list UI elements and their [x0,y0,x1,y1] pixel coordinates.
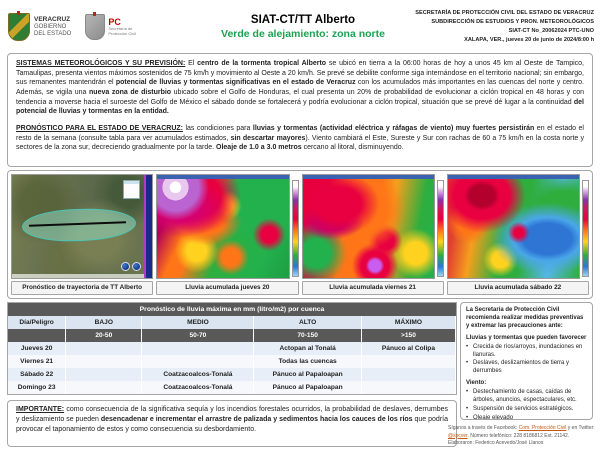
footer-contact [448,425,596,448]
cell-day: Domingo 23 [8,381,66,394]
table-ranges-row [8,329,456,342]
footer-text: Síganos a través de Facebook: [448,425,519,431]
cell-bajo [66,355,142,368]
logo-state-line3: DEL ESTADO [34,30,72,37]
twitter-link[interactable]: @spcver [448,432,468,439]
issuer-line2: SUBDIRECCIÓN DE ESTUDIOS Y PRON. METEOROLÓGICOS [431,19,594,26]
veracruz-state-logo [8,13,71,41]
text-segment: Oleaje de 1.0 a 3.0 metros [216,144,302,152]
col-header-medio: MEDIO [142,316,254,329]
text-segment: como consecuencia de la significativa sequía y los incendios forestales ocurridos, la probabilidad de deslaves, derrumbes y deslizamiento se pueden [16,406,448,423]
rain-map-thursday-image [156,174,289,279]
cell-bajo [66,342,142,355]
text-segment: ubicado sobre el Golfo de Honduras, el cual presenta un 20% de probabilidad de evolucionar a ciclón tropical en 48 horas y con tendencia a moverse hacia el suroeste del Golfo de México el sábado donde se fortalecerá y podría evolucionar a ciclón tropical, situación que se prevé dé lugar a la continuidad [16,88,584,106]
wind-hazard-item: Destechamiento de casas, caídas de árboles, anuncios, espectaculares, etc. [473,389,577,404]
issuer-line4: XALAPA, VER., jueves 20 de junio de 2024/8:00 h [464,36,594,43]
cell-maximo [362,381,456,394]
rain-hazards-title: Lluvias y tormentas que pueden favorecer [466,334,587,341]
range-empty [8,329,66,342]
pc-sub2: Protección Civil [108,30,136,36]
pc-sub1: Secretaría de [108,25,133,31]
table-header-row [8,316,456,329]
text-segment: sin descartar mayores [230,134,306,142]
maps-strip [7,170,593,299]
table-row [8,355,456,368]
trajectory-map-image [11,174,153,279]
table-row [8,368,456,381]
rain-map-friday-panel [302,174,444,295]
cell-maximo: Pánuco al Colipa [362,342,456,355]
cell-medio: Coatzacoalcos-Tonalá [142,381,254,394]
recommendations-box [460,302,593,420]
bulletin-title: SIAT-CT/TT Alberto [250,14,356,26]
map-credit-strip [12,274,144,278]
forecast-text-box [7,53,593,167]
text-segment: con los acumulados más importantes en las cuencas del norte y centro. Además, se vigila una [16,79,584,96]
cell-medio: Coatzacoalcos-Tonalá [142,368,254,381]
precipitation-scale-icon [582,180,589,277]
list-item [466,406,587,414]
rain-forecast-table [7,302,457,395]
text-segment: IMPORTANTE: [16,406,65,413]
logo-state-name: VERACRUZ [34,16,71,24]
bulletin-title-block [198,14,408,40]
bullet-icon: • [466,405,469,412]
issuer-line1: SECRETARÍA DE PROTECCIÓN CIVIL DEL ESTADO DE VERACRUZ [415,10,594,17]
precipitation-scale-icon [292,180,299,277]
pc-logo-text [108,18,136,37]
logo-state-line2: GOBIERNO [34,24,67,31]
map-legend-icon [123,180,140,199]
important-paragraph [16,406,448,433]
rain-map-saturday-caption: Lluvia acumulada sábado 22 [447,281,589,295]
col-header-day: Día/Peligro [8,316,66,329]
text-segment: lluvias y tormentas (actividad eléctrica y ráfagas de viento) muy fuertes persistirán [252,124,535,132]
list-item [466,389,587,405]
list-item [466,415,587,420]
cell-alto: Actopan al Tonalá [254,342,362,355]
text-segment: ). Viento cambiará el Este, Sureste y Sur con rachas de 60 a 75 km/h en la costa norte y sectores de la zona sur, decreciendo gradualmente por la tarde. [16,134,584,152]
col-header-bajo: BAJO [66,316,142,329]
issuer-info [408,9,594,45]
cell-medio [142,355,254,368]
footer-text: . Número telefónico: 228 8186812 Ext. 21142. Elaboraron: Federico Acevedo/José Llanos [448,432,570,446]
issuer-line3: SIAT-CT No_20062024 PTC-UNO [508,28,594,34]
rain-hazard-item: Deslaves, deslizamientos de tierra y derrumbes [473,360,570,375]
cell-day: Sábado 22 [8,368,66,381]
veracruz-logo-text [34,16,71,38]
bullet-icon: • [466,389,469,396]
list-item [466,360,587,376]
rain-map-saturday-wrap [447,174,589,279]
rain-map-friday-wrap [302,174,444,279]
trajectory-map-panel [11,174,153,295]
col-header-maximo: MÁXIMO [362,316,456,329]
rain-map-title-bar [157,175,288,179]
important-notice-box [7,400,457,447]
coastline [144,175,152,278]
pc-shield-icon [85,14,105,40]
rain-map-thursday-wrap [156,174,298,279]
wind-hazards-title: Viento: [466,380,487,387]
text-segment: SISTEMAS METEOROLÓGICOS Y SU PREVISIÓN: [16,60,186,67]
cell-maximo [362,355,456,368]
text-segment: nueva zona de disturbio [89,88,172,96]
rain-map-saturday-image [447,174,580,279]
range-medio: 50-70 [142,329,254,342]
veracruz-shield-icon [8,13,30,41]
range-alto: 70-150 [254,329,362,342]
bullet-icon: • [466,360,469,367]
cell-bajo [66,381,142,394]
rain-map-friday-caption: Lluvia acumulada viernes 21 [302,281,444,295]
weather-systems-paragraph [16,59,584,117]
cell-day: Jueves 20 [8,342,66,355]
facebook-link[interactable]: Com. Protección Civil [518,425,567,431]
cell-maximo [362,368,456,381]
recommendations-intro: La Secretaría de Protección Civil recomienda realizar medidas preventivas y extremar las precauciones ante: [466,307,584,329]
range-bajo: 20-50 [66,329,142,342]
range-maximo: >150 [362,329,456,342]
table-row [8,381,456,394]
table-row [8,342,456,355]
bullet-icon: • [466,414,469,420]
text-segment: las condiciones para [182,124,253,132]
rain-map-thursday-panel [156,174,298,295]
bullet-icon: • [466,343,469,350]
table-title: Pronóstico de lluvia máxima en mm (litro/m2) por cuenca [8,303,456,316]
text-segment: que podría provocar el taponamiento de estos y como consecuencia su desbordamiento. [16,415,448,433]
rain-map-title-bar [448,175,579,179]
alert-level-subtitle: Verde de alejamiento: zona norte [221,28,385,40]
cell-alto: Todas las cuencas [254,355,362,368]
rain-hazard-item: Crecida de ríos/arroyos, inundaciones en llanuras. [473,343,583,358]
col-header-alto: ALTO [254,316,362,329]
wind-hazard-item: Suspensión de servicios estratégicos. [473,405,574,412]
text-segment: del potencial de lluvias y tormentas en la entidad. [16,98,584,116]
cell-alto: Pánuco al Papaloapan [254,381,362,394]
rain-map-friday-image [302,174,435,279]
footer-text: y en Twitter: [566,425,595,431]
text-segment: potencial de lluvias y tormentas significativas en el estado de Veracruz [115,79,356,87]
header-logos [8,13,198,41]
header [8,4,594,50]
text-segment: se ubicó en tierra a la 06:00 horas de hoy a unos 45 km al Oeste de Tampico, Tamaulipas, presenta vientos máximos sostenidos de 75 km/h y movimiento al Oeste a 20 km/h. Se prevé se debilite conforme siga internándose en el territorio nacional; sin embargo, sus remanentes mantendrán el [16,60,584,87]
trajectory-map-caption: Pronóstico de trayectoria de TT Alberto [11,281,153,295]
text-segment: desencadenar e incrementar el arrastre de palizada y sedimentos hacia los cauces de los ríos [100,415,413,423]
text-segment: El [185,60,198,67]
noaa-logos-icon [121,262,141,271]
cell-medio [142,342,254,355]
precipitation-scale-icon [437,180,444,277]
rain-map-title-bar [303,175,434,179]
cell-bajo [66,368,142,381]
list-item [466,344,587,360]
rain-map-thursday-caption: Lluvia acumulada jueves 20 [156,281,298,295]
cell-alto: Pánuco al Papaloapan [254,368,362,381]
text-segment: centro de la tormenta tropical Alberto [197,60,327,67]
cell-day: Viernes 21 [8,355,66,368]
proteccion-civil-logo [85,14,136,40]
wind-hazard-item: Oleaje elevado [473,414,514,420]
text-segment: PRONÓSTICO PARA EL ESTADO DE VERACRUZ: [16,124,183,132]
text-segment: en el estado el resto de la semana (consulte tabla para ver acumulados estimados, [16,124,584,142]
pc-abbr: PC [108,16,121,27]
rain-map-saturday-panel [447,174,589,295]
text-segment: cercano al litoral, disminuyendo. [301,144,404,152]
state-forecast-paragraph [16,124,584,153]
